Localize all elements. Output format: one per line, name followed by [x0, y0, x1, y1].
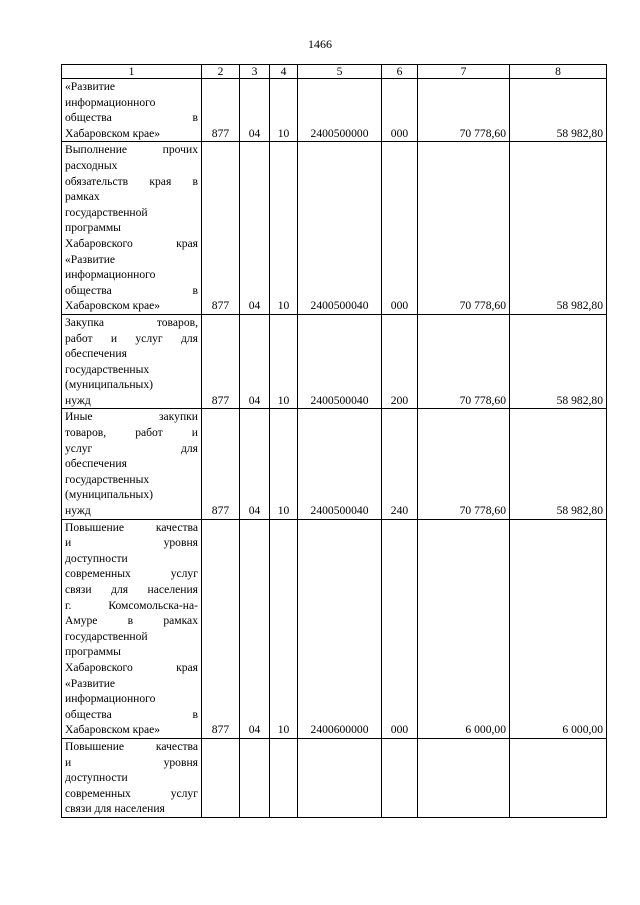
row-name-line: Закупка товаров,: [65, 315, 198, 329]
table-row: [62, 314, 607, 409]
amount-col7-cell: 70 778,60: [418, 314, 510, 409]
row-name-line: Повышение качества: [65, 739, 198, 753]
admin-code-cell: 877: [202, 519, 240, 738]
amount-col8-cell: [510, 738, 607, 817]
amount-col7-cell: 6 000,00: [418, 519, 510, 738]
subsection-code-cell: 10: [270, 314, 298, 409]
row-name-line: государственной: [65, 205, 148, 219]
admin-code-cell: [202, 738, 240, 817]
row-name-line: обязательств края в: [65, 174, 198, 188]
row-name-line: «Развитие: [65, 252, 116, 266]
section-code-cell: 04: [240, 409, 270, 519]
row-name-line: Иные закупки: [65, 410, 198, 424]
row-name-cell: [62, 314, 202, 409]
admin-code-cell: 877: [202, 409, 240, 519]
section-code-cell: 04: [240, 314, 270, 409]
header-cell: 7: [418, 65, 510, 79]
admin-code-cell: 877: [202, 79, 240, 142]
header-cell: 1: [62, 65, 202, 79]
amount-col8-cell: 58 982,80: [510, 142, 607, 315]
row-name-line: Повышение качества: [65, 520, 198, 534]
amount-col8-cell: 58 982,80: [510, 79, 607, 142]
expense-type-cell: 000: [382, 142, 418, 315]
section-code-cell: 04: [240, 79, 270, 142]
admin-code-cell: 877: [202, 314, 240, 409]
subsection-code-cell: 10: [270, 79, 298, 142]
row-name-line: работ и услуг для: [65, 331, 198, 345]
amount-col8-cell: 58 982,80: [510, 314, 607, 409]
header-cell: 2: [202, 65, 240, 79]
amount-col7-cell: 70 778,60: [418, 142, 510, 315]
expense-type-cell: 240: [382, 409, 418, 519]
row-name-cell: [62, 519, 202, 738]
row-name-line: Хабаровского края: [65, 236, 198, 250]
expense-type-cell: 000: [382, 519, 418, 738]
header-cell: 3: [240, 65, 270, 79]
subsection-code-cell: 10: [270, 142, 298, 315]
page-number: 1466: [308, 37, 332, 51]
table-row: [62, 409, 607, 519]
row-name-line: современных услуг: [65, 567, 198, 581]
row-name-cell: [62, 79, 202, 142]
subsection-code-cell: [270, 738, 298, 817]
subsection-code-cell: 10: [270, 409, 298, 519]
header-cell: 8: [510, 65, 607, 79]
row-name-cell: [62, 738, 202, 817]
table-row: [62, 142, 607, 315]
row-name-line: рамках: [65, 190, 100, 204]
row-name-line: информационного: [65, 692, 156, 706]
target-article-cell: 2400600000: [298, 519, 382, 738]
row-name-cell: [62, 409, 202, 519]
row-name-line: услуг для: [65, 441, 198, 455]
row-name-line: Хабаровского края: [65, 660, 198, 674]
admin-code-cell: 877: [202, 142, 240, 315]
amount-col7-cell: 70 778,60: [418, 409, 510, 519]
row-name-line: программы: [65, 645, 121, 659]
row-name-line: современных услуг: [65, 786, 198, 800]
row-name-line: Хабаровском крае»: [65, 723, 161, 737]
header-row: [62, 65, 607, 79]
row-name-line: общества в: [65, 111, 198, 125]
row-name-line: «Развитие: [65, 676, 116, 690]
table-row: [62, 519, 607, 738]
row-name-line: «Развитие: [65, 80, 116, 93]
section-code-cell: 04: [240, 142, 270, 315]
row-name-line: нужд: [65, 504, 91, 518]
row-name-line: общества в: [65, 283, 198, 297]
row-name-line: и уровня: [65, 536, 198, 550]
row-name-line: обеспечения: [65, 347, 127, 361]
subsection-code-cell: 10: [270, 519, 298, 738]
row-name-line: государственной: [65, 629, 148, 643]
row-name-line: доступности: [65, 551, 128, 565]
table-row: [62, 738, 607, 817]
row-name-line: доступности: [65, 771, 128, 785]
header-cell: 6: [382, 65, 418, 79]
row-name-line: нужд: [65, 393, 91, 407]
row-name-line: связи для населения: [65, 802, 165, 816]
header-cell: 5: [298, 65, 382, 79]
row-name-line: товаров, работ и: [65, 426, 198, 440]
row-name-line: обеспечения: [65, 457, 127, 471]
expense-type-cell: [382, 738, 418, 817]
row-name-line: и уровня: [65, 755, 198, 769]
amount-col7-cell: 70 778,60: [418, 79, 510, 142]
row-name-line: Выполнение прочих: [65, 143, 198, 157]
row-name-line: Хабаровском крае»: [65, 299, 161, 313]
row-name-line: Хабаровском крае»: [65, 126, 161, 140]
row-name-cell: [62, 142, 202, 315]
row-name-line: программы: [65, 221, 121, 235]
section-code-cell: [240, 738, 270, 817]
amount-col8-cell: 58 982,80: [510, 409, 607, 519]
target-article-cell: 2400500040: [298, 142, 382, 315]
row-name-line: государственных: [65, 472, 150, 486]
amount-col7-cell: [418, 738, 510, 817]
expense-type-cell: 200: [382, 314, 418, 409]
row-name-line: г. Комсомольска-на-: [65, 598, 198, 612]
row-name-line: расходных: [65, 158, 118, 172]
target-article-cell: 2400500040: [298, 409, 382, 519]
row-name-line: Амуре в рамках: [65, 614, 198, 628]
header-cell: 4: [270, 65, 298, 79]
table-body: [62, 79, 607, 818]
expense-type-cell: 000: [382, 79, 418, 142]
row-name-line: (муниципальных): [65, 488, 153, 502]
row-name-line: информационного: [65, 95, 156, 109]
row-name-line: связи для населения: [65, 583, 198, 596]
row-name-line: общества в: [65, 707, 198, 721]
row-name-line: информационного: [65, 268, 156, 282]
row-name-line: государственных: [65, 362, 150, 376]
target-article-cell: 2400500000: [298, 79, 382, 142]
row-name-line: (муниципальных): [65, 378, 153, 392]
target-article-cell: 2400500040: [298, 314, 382, 409]
budget-table: [61, 64, 607, 818]
table-row: [62, 79, 607, 142]
amount-col8-cell: 6 000,00: [510, 519, 607, 738]
section-code-cell: 04: [240, 519, 270, 738]
target-article-cell: [298, 738, 382, 817]
